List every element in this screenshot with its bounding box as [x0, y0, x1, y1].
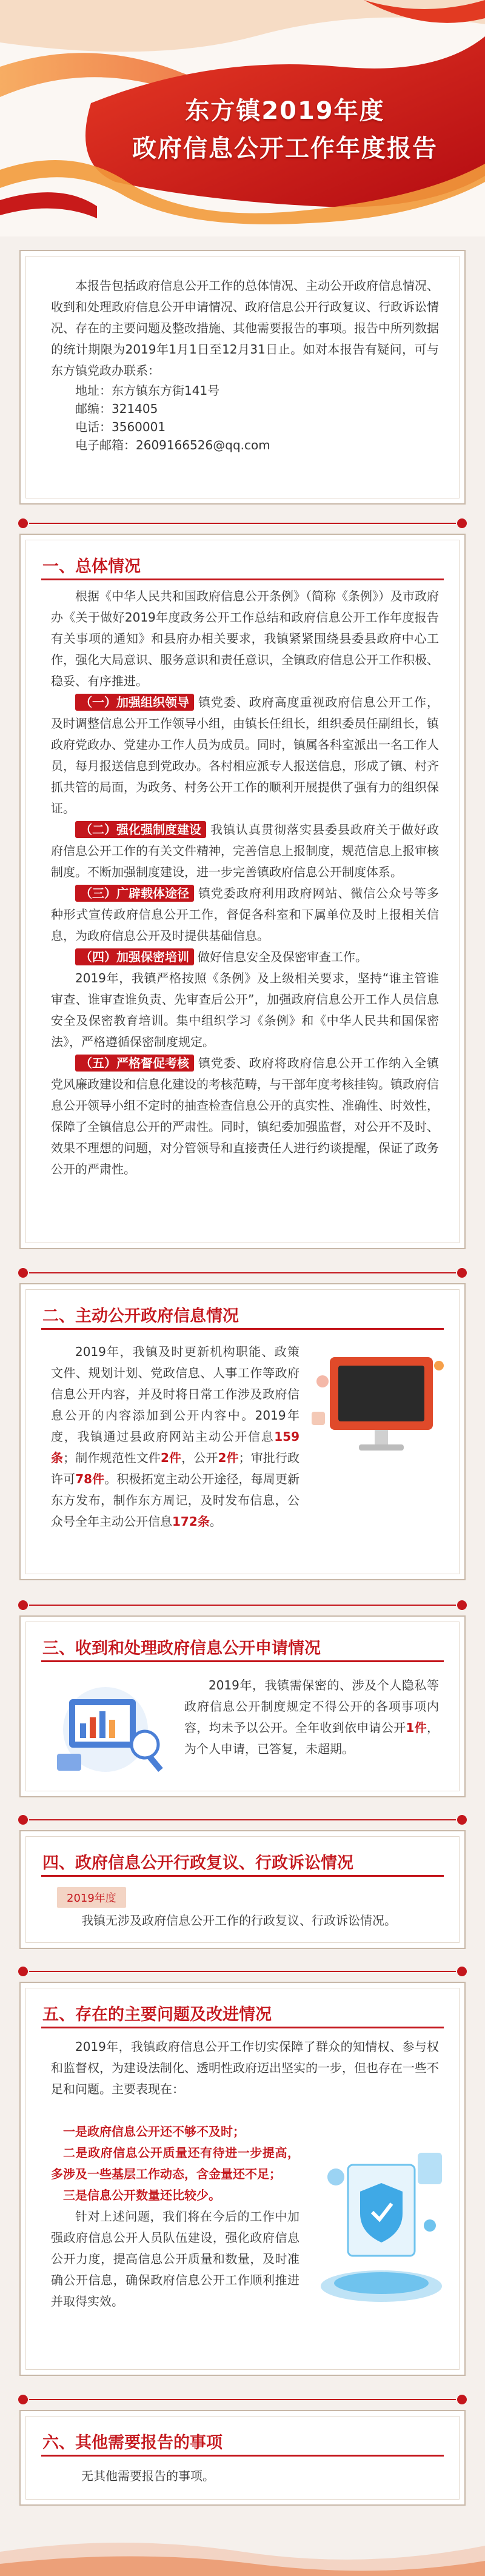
intro-email: 电子邮箱：2609166526@qq.com: [75, 438, 270, 452]
stat-website-posts: 159条: [51, 1429, 299, 1465]
section-2-panel: [19, 1283, 466, 1580]
title-line-2: 政府信息公开工作年度报告: [132, 135, 438, 163]
report-title: [103, 92, 467, 167]
footer-decoration: [0, 2527, 485, 2576]
monitor-illustration: [312, 1345, 445, 1466]
section-6-divider: [18, 2393, 467, 2406]
section-1-panel: [19, 534, 466, 1249]
section-3-title-underline: [41, 1660, 444, 1662]
section-6-panel: [19, 2410, 466, 2506]
section-2-title: 二、主动公开政府信息情况: [42, 1307, 239, 1326]
section-1-item-2: 我镇认真贯彻落实县委县政府关于做好政府信息公开工作的有关文件精神，完善信息上报制度，规范信息上报审核制度。不断加强制度建设，进一步完善镇政府信息公开制度体系。: [51, 822, 439, 879]
intro-text: [51, 275, 439, 454]
intro-address: 地址：东方镇东方街141号: [75, 383, 220, 398]
section-1-title: 一、总体情况: [42, 557, 141, 576]
section-4-title-underline: [41, 1875, 444, 1877]
title-line-1: 东方镇2019年度: [185, 97, 385, 125]
section-4-divider: [18, 1813, 467, 1826]
tag-organization: （一）加强组织领导: [75, 694, 194, 711]
section-5-divider: [18, 1965, 467, 1978]
section-3-divider: [18, 1598, 467, 1612]
section-1-divider: [18, 517, 467, 530]
section-1-intro: 根据《中华人民共和国政府信息公开条例》（简称《条例》）及市政府办《关于做好2019年度政务公开工作总结和政府信息公开工作年度报告有关事项的通知》和县府办相关要求，我镇紧紧围绕县委县政府中心工作，强化大局意识、服务意识和责任意识，全镇政府信息公开工作积极、稳妥、有序推进。: [51, 589, 439, 688]
tag-secrecy: （四）加强保密培训: [75, 948, 194, 965]
section-4-body: 我镇无涉及政府信息公开工作的行政复议、行政诉讼情况。: [81, 1913, 396, 1928]
stat-normative-docs: 2件: [160, 1451, 182, 1465]
section-1-item-5: 镇党委、政府将政府信息公开工作纳入全镇党风廉政建设和信息化建设的考核范畴，与干部年度考核挂钩。镇政府信息公开领导小组不定时的抽查检查信息公开的真实性、准确性、时效性，保障了全镇信息公开的严肃性。同时，镇纪委加强监督，对公开不及时、效果不理想的问题，对分管领导和直接责任人进行约谈提醒，保证了政务公开的严肃性。: [51, 1056, 439, 1176]
stat-permits: 78件: [75, 1472, 105, 1486]
section-2-divider: [18, 1266, 467, 1280]
section-1-item-4b: 2019年，我镇严格按照《条例》及上级相关要求，坚持“谁主管谁审查、谁审查谁负责、先审查后公开”，加强政府信息公开工作人员信息安全及保密教育培训。集中组织学习《条例》和《中华人民共和国保密法》，严格遵循保密制度规定。: [51, 971, 439, 1049]
section-4-title: 四、政府信息公开行政复议、行政诉讼情况: [42, 1854, 353, 1873]
section-4-year-badge: 2019年度: [57, 1887, 126, 1908]
section-3-body: [184, 1675, 439, 1760]
tag-channels: （三）广辟载体途径: [75, 885, 194, 902]
tag-assessment: （五）严格督促考核: [75, 1055, 194, 1072]
section-5-intro: [51, 2036, 439, 2100]
section-6-title-underline: [41, 2455, 444, 2457]
section-1-item-1: 镇党委、政府高度重视政府信息公开工作，及时调整信息公开工作领导小组，由镇长任组长，组织委员任副组长，镇政府党政办、党建办工作人员为成员。同时，镇属各科室派出一名工作人员，每月报送信息到党政办。各村相应派专人报送信息，形成了镇、村齐抓共管的局面，为政务、村务公开工作的顺利开展提供了强有力的组织保证。: [51, 695, 439, 816]
section-2-text-e: 。积极拓宽主动公开途径，每周更新东方发布，制作东方周记，及时发布信息，公众号全年主动公开信息: [51, 1472, 299, 1529]
section-1-item-3: 镇党委政府利用政府网站、微信公众号等多种形式宣传政府信息公开工作，督促各科室和下属单位及时上报相关信息，为政府信息公开及时提供基础信息。: [51, 886, 439, 943]
section-3-panel: [19, 1615, 466, 1797]
section-2-text-a: 2019年，我镇及时更新机构职能、政策文件、规划计划、党政信息、人事工作等政府信息公开内容，并及时将日常工作涉及政府信息公开的内容添加到公开内容中。2019年度，我镇通过县政府网站主动公开信息: [51, 1344, 299, 1444]
section-2-text-c: ，公开: [181, 1451, 218, 1465]
problem-item-1: 一是政府信息公开还不够不及时；: [63, 2124, 245, 2139]
section-2-text-f: 。: [209, 1514, 222, 1529]
section-6-title: 六、其他需要报告的事项: [42, 2433, 222, 2452]
section-2-title-underline: [41, 1328, 444, 1330]
section-1-body: [51, 586, 439, 1180]
tag-system: （二）强化强制度建设: [75, 821, 206, 838]
section-2-text-b: ；制作规范性文件: [63, 1451, 161, 1465]
stat-wechat-posts: 172条: [172, 1514, 210, 1529]
section-5-title-underline: [41, 2027, 444, 2028]
intro-paragraph: 本报告包括政府信息公开工作的总体情况、主动公开政府信息情况、收到和处理政府信息公开申请情况、政府信息公开行政复议、行政诉讼情况、存在的主要问题及整改措施、其他需要报告的事项。报告中所列数据的统计期限为2019年1月1日至12月31日止。如对本报告有疑问，可与东方镇党政办联系：: [51, 278, 439, 378]
intro-panel: [19, 250, 466, 505]
intro-phone: 电话：3560001: [75, 420, 166, 434]
security-shield-illustration: [312, 2128, 451, 2310]
header-banner: [0, 0, 485, 236]
section-2-body: [51, 1341, 299, 1532]
section-4-panel: [19, 1830, 466, 1949]
section-3-text-a: 2019年，我镇需保密的、涉及个人隐私等政府信息公开制度规定不得公开的各项事项内容，均未予以公开。全年收到依申请公开: [184, 1678, 439, 1735]
section-5-paragraph-1: 2019年，我镇政府信息公开工作切实保障了群众的知情权、参与权和监督权，为建设法制化、透明性政府迈出坚实的一步，但也存在一些不足和问题。主要表现在：: [51, 2039, 439, 2096]
problem-item-3: 三是信息公开数量还比较少。: [63, 2188, 221, 2202]
stat-applications: 1件: [406, 1720, 427, 1735]
section-5-paragraph-2: 针对上述问题，我们将在今后的工作中加强政府信息公开人员队伍建设，强化政府信息公开力度，提高信息公开质量和数量，及时准确公开信息，确保政府信息公开工作顺利推进并取得实效。: [51, 2209, 299, 2309]
problem-item-2: 二是政府信息公开质量还有待进一步提高，多涉及一些基层工作动态，含金量还不足；: [51, 2145, 299, 2181]
intro-postcode: 邮编：321405: [75, 401, 158, 416]
section-5-title: 五、存在的主要问题及改进情况: [42, 2005, 272, 2024]
section-3-title: 三、收到和处理政府信息公开申请情况: [42, 1639, 321, 1658]
section-3-text-b: ，为个人申请，已答复，未超期。: [184, 1720, 440, 1756]
data-analysis-illustration: [45, 1675, 172, 1778]
section-1-title-underline: [41, 579, 444, 580]
section-2-text-d: ；审批行政许可: [51, 1451, 300, 1486]
section-5-panel: [19, 1982, 466, 2376]
section-1-item-4a: 做好信息安全及保密审查工作。: [198, 950, 367, 964]
stat-published-docs: 2件: [218, 1451, 239, 1465]
section-5-body: [51, 2121, 299, 2312]
section-6-body: 无其他需要报告的事项。: [81, 2469, 215, 2483]
